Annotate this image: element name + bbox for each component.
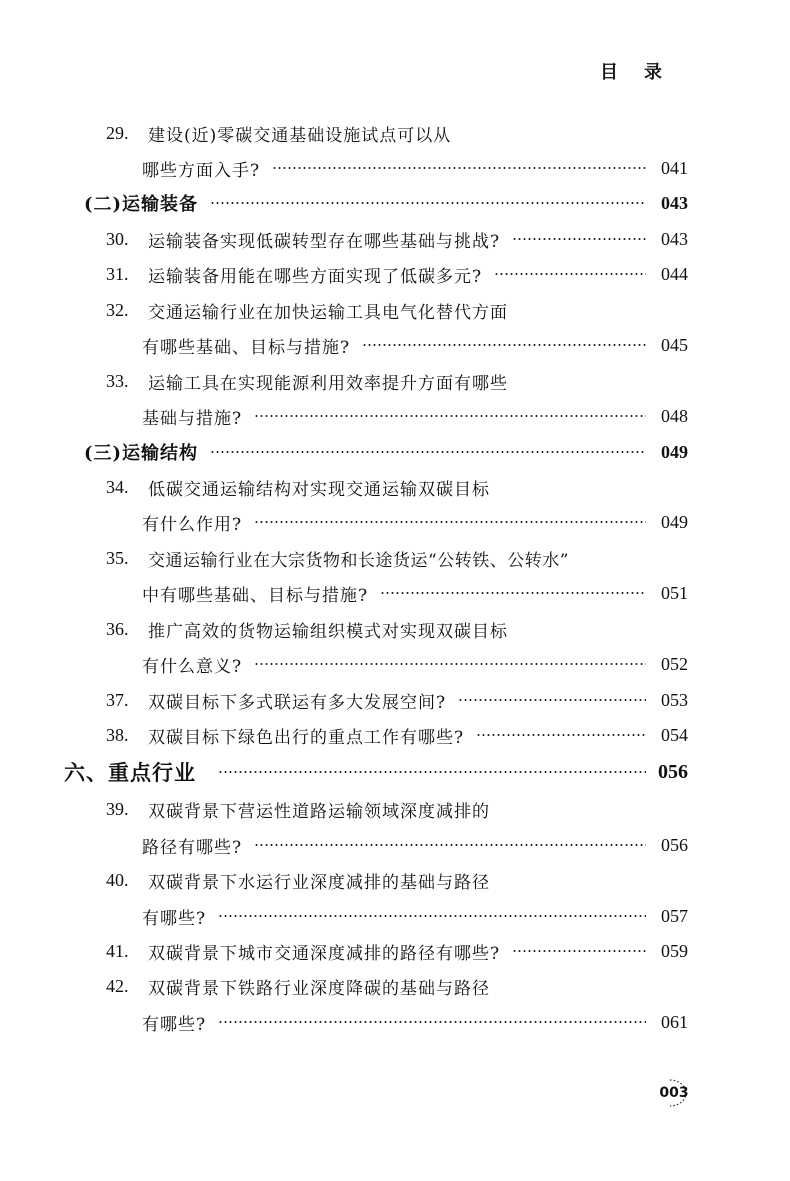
dot-leader bbox=[210, 451, 646, 453]
dot-leader bbox=[512, 238, 646, 240]
page-ref: 061 bbox=[661, 1011, 688, 1032]
entry-title-line1: 低碳交通运输结构对实现交通运输双碳目标 bbox=[148, 479, 490, 500]
dot-leader bbox=[218, 771, 646, 773]
page-ref: 043 bbox=[661, 192, 688, 213]
toc-entry-30[interactable] bbox=[106, 224, 688, 254]
toc-entry-36[interactable] bbox=[106, 614, 688, 644]
dot-leader bbox=[254, 663, 646, 665]
toc-chapter-6[interactable] bbox=[64, 757, 688, 787]
entry-title-line1: 建设(近)零碳交通基础设施试点可以从 bbox=[148, 125, 452, 146]
toc-entry-39-cont[interactable] bbox=[142, 830, 688, 860]
entry-number: 37. bbox=[106, 689, 129, 710]
page-ref: 043 bbox=[661, 228, 688, 249]
toc-section-3[interactable] bbox=[84, 437, 688, 467]
entry-title-line1: 运输装备用能在哪些方面实现了低碳多元? bbox=[148, 266, 483, 287]
page-ref: 057 bbox=[661, 905, 688, 926]
toc-entry-36-cont[interactable] bbox=[142, 649, 688, 679]
entry-title-line2: 基础与措施? bbox=[142, 408, 243, 429]
entry-title-line1: 推广高效的货物运输组织模式对实现双碳目标 bbox=[148, 621, 508, 642]
entry-title-line1: 运输工具在实现能源利用效率提升方面有哪些 bbox=[148, 373, 508, 394]
page-ref: 059 bbox=[661, 940, 688, 961]
toc-entry-33-cont[interactable] bbox=[142, 401, 688, 431]
toc-entry-29[interactable] bbox=[106, 118, 688, 148]
entry-title-line1: 交通运输行业在大宗货物和长途货运“公转铁、公转水” bbox=[148, 550, 569, 571]
toc-entry-37[interactable] bbox=[106, 685, 688, 715]
entry-title-line1: 双碳背景下城市交通深度减排的路径有哪些? bbox=[148, 943, 501, 964]
page-ref: 045 bbox=[661, 334, 688, 355]
entry-number: 33. bbox=[106, 370, 129, 391]
entry-title-line1: 双碳背景下水运行业深度减排的基础与路径 bbox=[148, 872, 490, 893]
toc-entry-35-cont[interactable] bbox=[142, 578, 688, 608]
toc-entry-33[interactable] bbox=[106, 366, 688, 396]
entry-number: 34. bbox=[106, 476, 129, 497]
toc-entry-41[interactable] bbox=[106, 936, 688, 966]
page-ref: 056 bbox=[661, 834, 688, 855]
dot-leader bbox=[494, 273, 646, 275]
dot-leader bbox=[476, 734, 646, 736]
page-ref: 053 bbox=[661, 689, 688, 710]
entry-number: 31. bbox=[106, 263, 129, 284]
page-ref: 048 bbox=[661, 405, 688, 426]
dot-leader bbox=[218, 915, 646, 917]
entry-title-line1: 运输装备实现低碳转型存在哪些基础与挑战? bbox=[148, 231, 501, 252]
entry-title-line1: 双碳背景下铁路行业深度降碳的基础与路径 bbox=[148, 978, 490, 999]
page-ref: 051 bbox=[661, 582, 688, 603]
running-header: 目录 bbox=[600, 62, 688, 83]
entry-number: 29. bbox=[106, 122, 129, 143]
entry-number: 42. bbox=[106, 975, 129, 996]
page-ref: 052 bbox=[661, 653, 688, 674]
entry-title-line2: 有哪些? bbox=[142, 1014, 207, 1035]
chapter-title: 六、重点行业 bbox=[64, 760, 196, 785]
toc-entry-40-cont[interactable] bbox=[142, 901, 688, 931]
page-ref: 041 bbox=[661, 157, 688, 178]
dot-leader bbox=[512, 950, 646, 952]
page-number bbox=[652, 1078, 696, 1108]
entry-title-line2: 哪些方面入手? bbox=[142, 160, 261, 181]
dot-leader bbox=[380, 592, 646, 594]
page-number-text: 003 bbox=[659, 1085, 689, 1101]
toc-entry-42-cont[interactable] bbox=[142, 1007, 688, 1037]
dot-leader bbox=[458, 699, 646, 701]
toc-entry-35[interactable] bbox=[106, 543, 688, 573]
entry-title-line2: 有哪些基础、目标与措施? bbox=[142, 337, 351, 358]
page-ref: 056 bbox=[658, 760, 688, 783]
toc-entry-40[interactable] bbox=[106, 865, 688, 895]
dot-leader bbox=[362, 344, 646, 346]
entry-number: 32. bbox=[106, 299, 129, 320]
entry-number: 41. bbox=[106, 940, 129, 961]
entry-title-line2: 中有哪些基础、目标与措施? bbox=[142, 585, 369, 606]
dot-leader bbox=[254, 844, 646, 846]
entry-number: 40. bbox=[106, 869, 129, 890]
toc-entry-29-cont[interactable] bbox=[142, 153, 688, 183]
entry-title-line2: 有哪些? bbox=[142, 908, 207, 929]
section-title: (三)运输结构 bbox=[84, 443, 199, 464]
dot-leader bbox=[272, 167, 646, 169]
toc-entry-42[interactable] bbox=[106, 971, 688, 1001]
entry-number: 35. bbox=[106, 547, 129, 568]
entry-title-line1: 双碳背景下营运性道路运输领域深度减排的 bbox=[148, 801, 490, 822]
page-ref: 054 bbox=[661, 724, 688, 745]
toc-entry-31[interactable] bbox=[106, 259, 688, 289]
toc-entry-32-cont[interactable] bbox=[142, 330, 688, 360]
entry-title-line2: 有什么作用? bbox=[142, 514, 243, 535]
entry-title-line1: 双碳目标下绿色出行的重点工作有哪些? bbox=[148, 727, 465, 748]
entry-title-line1: 交通运输行业在加快运输工具电气化替代方面 bbox=[148, 302, 508, 323]
toc-entry-39[interactable] bbox=[106, 794, 688, 824]
toc-entry-34[interactable] bbox=[106, 472, 688, 502]
entry-number: 30. bbox=[106, 228, 129, 249]
entry-number: 39. bbox=[106, 798, 129, 819]
entry-number: 36. bbox=[106, 618, 129, 639]
entry-title-line1: 双碳目标下多式联运有多大发展空间? bbox=[148, 692, 447, 713]
page-ref: 049 bbox=[661, 441, 688, 462]
dot-leader bbox=[254, 415, 646, 417]
dot-leader bbox=[210, 202, 646, 204]
entry-title-line2: 有什么意义? bbox=[142, 656, 243, 677]
entry-title-line2: 路径有哪些? bbox=[142, 837, 243, 858]
page-ref: 044 bbox=[661, 263, 688, 284]
toc-entry-32[interactable] bbox=[106, 295, 688, 325]
section-title: (二)运输装备 bbox=[84, 194, 199, 215]
entry-number: 38. bbox=[106, 724, 129, 745]
dot-leader bbox=[218, 1021, 646, 1023]
toc-section-2[interactable] bbox=[84, 188, 688, 218]
page-ref: 049 bbox=[661, 511, 688, 532]
dot-leader bbox=[254, 521, 646, 523]
toc-entry-34-cont[interactable] bbox=[142, 507, 688, 537]
toc-entry-38[interactable] bbox=[106, 720, 688, 750]
